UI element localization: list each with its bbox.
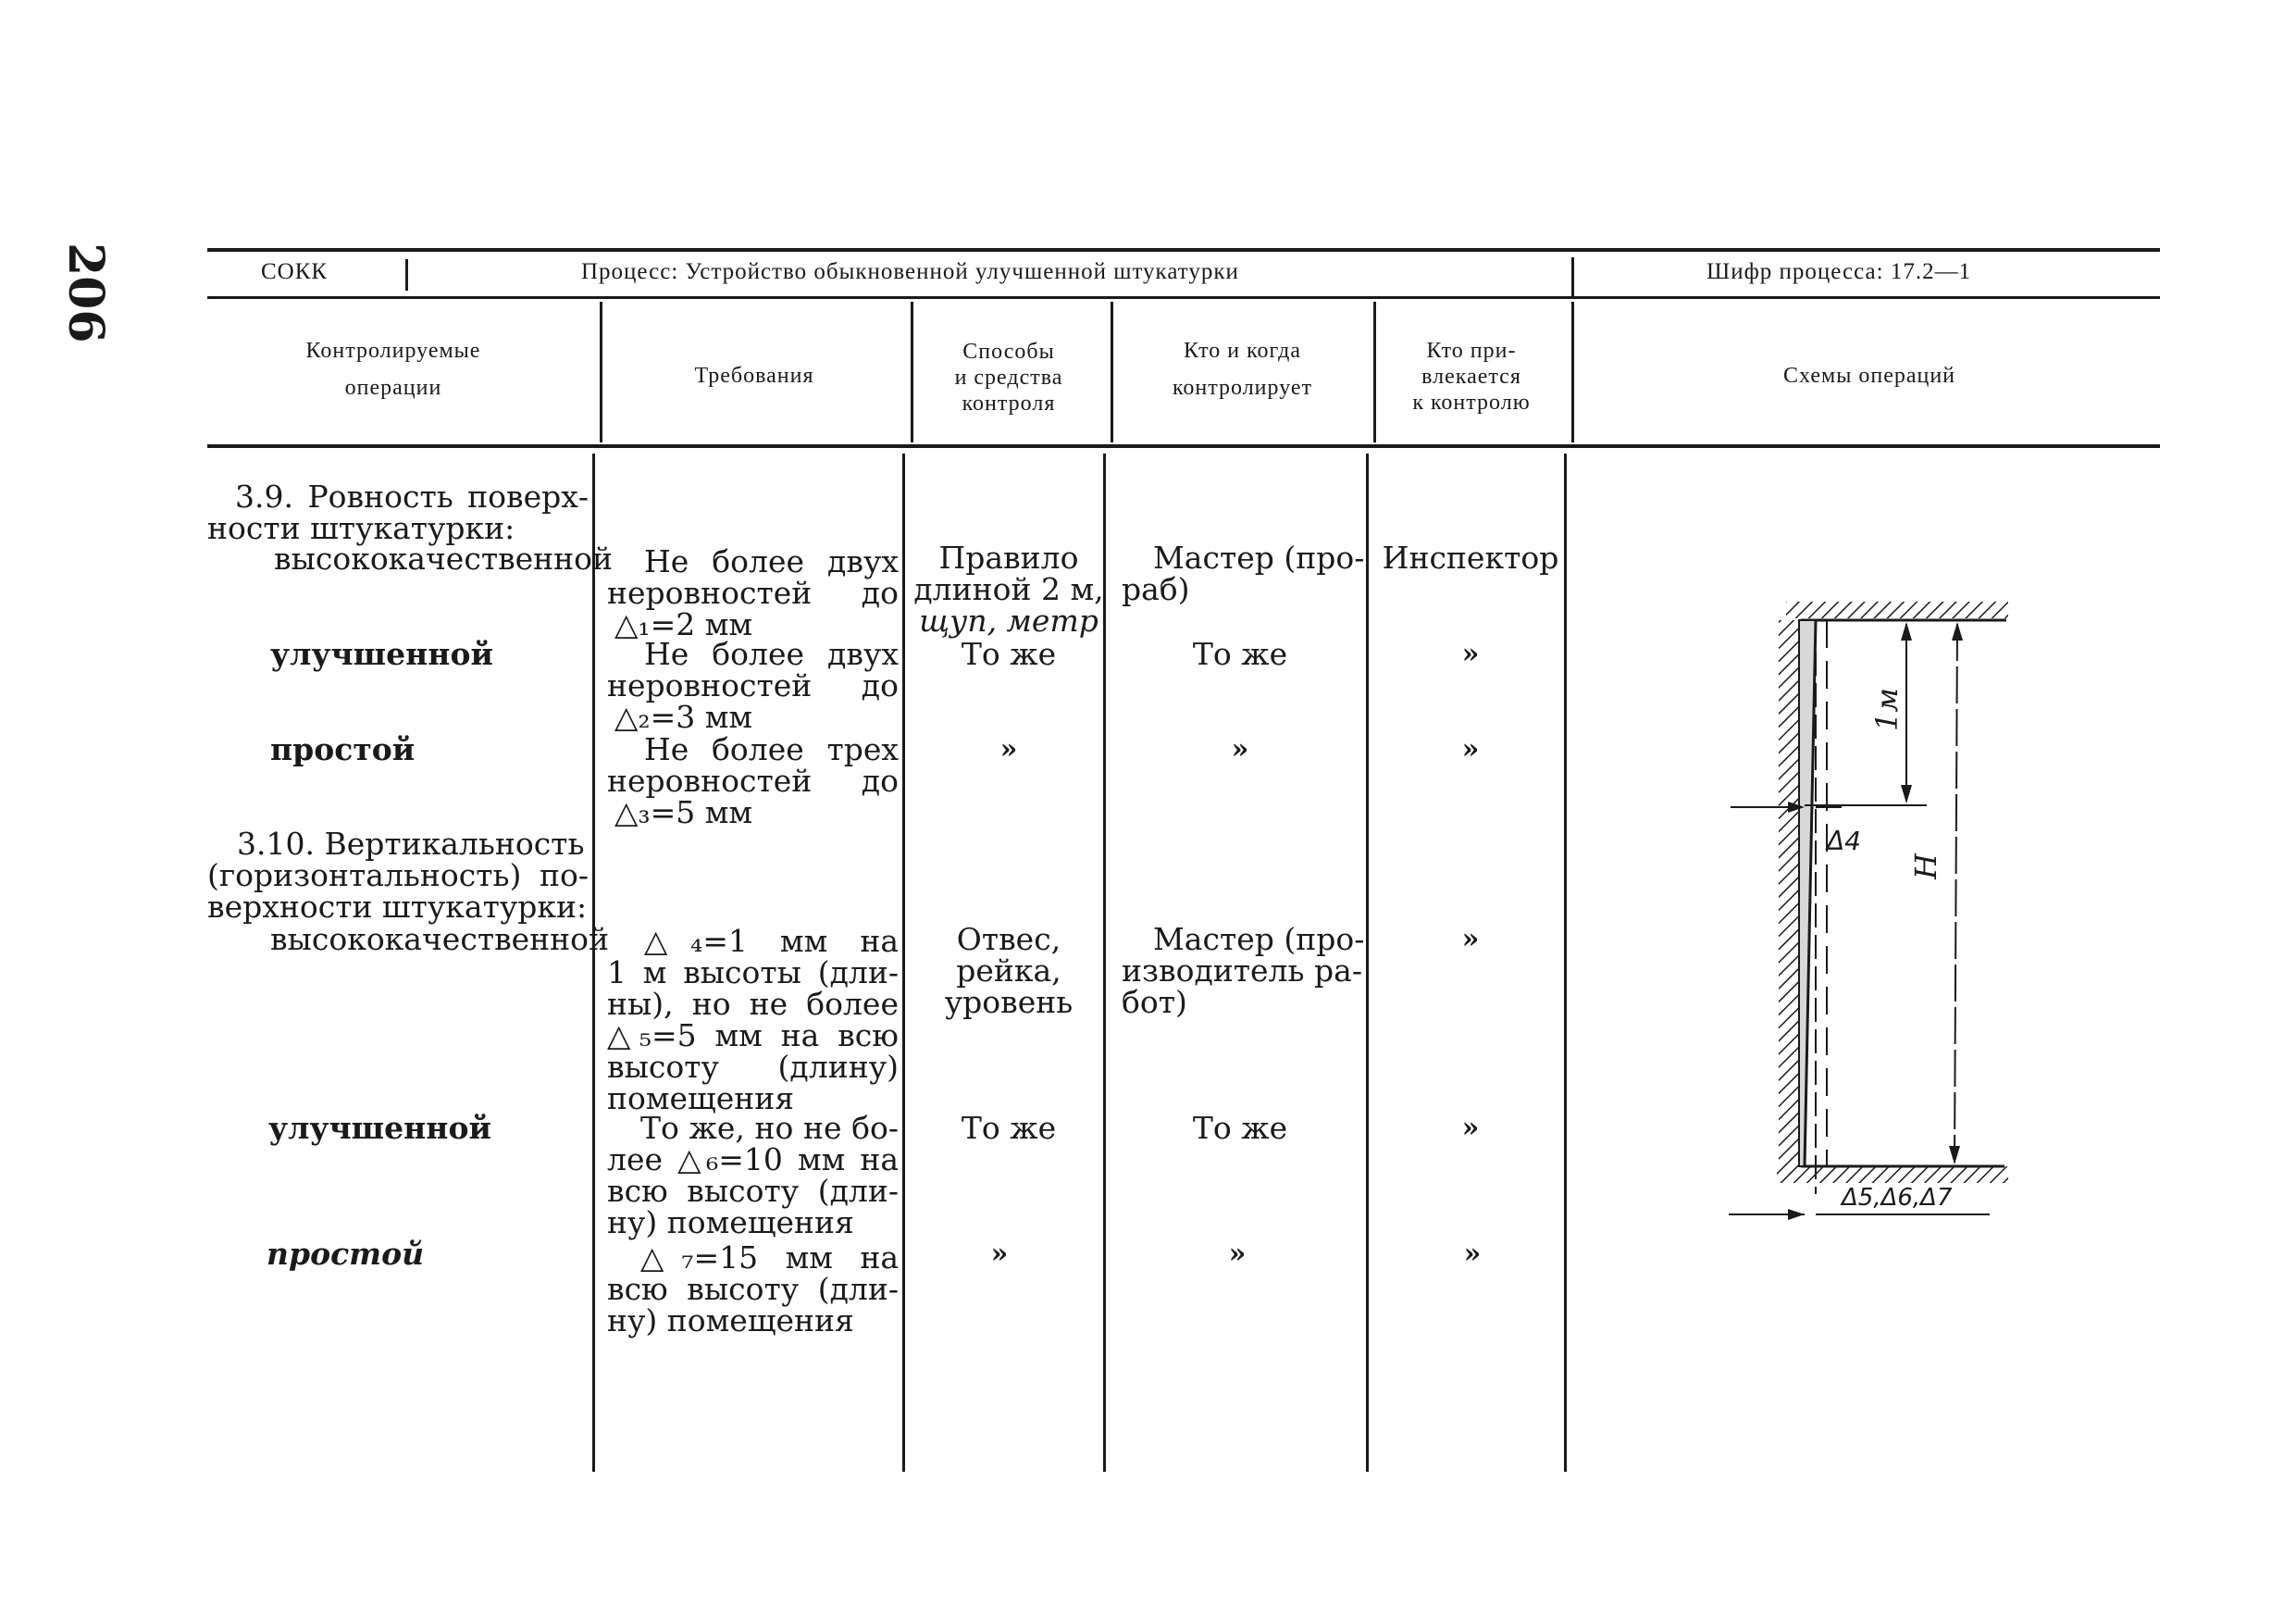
col-involved-line: к контролю bbox=[1412, 391, 1531, 415]
req-line: ну) помещения bbox=[607, 1302, 854, 1338]
col-methods-line: Способы bbox=[962, 340, 1055, 364]
col-methods-line: и средства bbox=[954, 366, 1063, 390]
row-3-10-simple-req bbox=[607, 1239, 899, 1338]
row-3-10-simple-method: » bbox=[990, 1238, 1009, 1270]
method-line: Правило bbox=[938, 540, 1079, 576]
body-divider-1 bbox=[592, 454, 595, 1472]
row-3-9-improved-who: То же bbox=[1192, 636, 1288, 672]
req-line: всю высоту (дли- bbox=[607, 1271, 899, 1307]
process-title: Процесс: Устройство обыкновенной улучшенной штукатурки bbox=[581, 259, 1239, 284]
req-line: неровностей до bbox=[607, 763, 899, 799]
dim-h-arrow-bottom bbox=[1949, 1146, 1960, 1164]
row-3-9-improved-req bbox=[607, 636, 899, 735]
row-title-line: 3.9. Ровность поверх- bbox=[235, 479, 589, 515]
req-line: неровностей до bbox=[607, 575, 899, 611]
dim-1m-label: 1м bbox=[1869, 688, 1905, 731]
row-3-10-high-involved: » bbox=[1461, 923, 1480, 955]
col-who-when-line: контролирует bbox=[1172, 376, 1313, 400]
row-3-10-high-label: высококачественной bbox=[270, 921, 610, 957]
col-who-when bbox=[1115, 338, 1370, 401]
hdr-divider-3 bbox=[1111, 302, 1113, 442]
row-3-10-simple-label: простой bbox=[267, 1236, 425, 1272]
row-title-line: 3.10. Вертикальность bbox=[237, 826, 585, 862]
page-number: 206 bbox=[57, 243, 114, 343]
row-3-10-improved-involved: » bbox=[1461, 1112, 1480, 1144]
sokk-divider bbox=[405, 259, 408, 291]
req-line: лее △₆=10 мм на bbox=[607, 1141, 899, 1177]
dim-1m-arrow-bottom bbox=[1901, 785, 1912, 803]
req-line: ну) помещения bbox=[607, 1204, 854, 1240]
who-line: бот) bbox=[1122, 984, 1187, 1020]
row-3-10-high-who bbox=[1122, 921, 1365, 1020]
dim-h-line bbox=[1955, 624, 1957, 1163]
method-line: уровень bbox=[944, 984, 1074, 1020]
header-rule bbox=[207, 296, 2160, 299]
row-3-10-simple-who: » bbox=[1228, 1238, 1247, 1270]
hdr-divider-5 bbox=[1571, 302, 1574, 442]
row-3-9-high-method bbox=[912, 542, 1106, 637]
method-line: рейка, bbox=[956, 952, 1061, 989]
hdr-divider-4 bbox=[1373, 302, 1376, 442]
req-line: △₂=3 мм bbox=[614, 699, 753, 735]
wall-plumb-diagram bbox=[1712, 583, 2017, 1250]
columns-rule bbox=[207, 444, 2160, 448]
body-divider-5 bbox=[1564, 454, 1567, 1472]
req-line: Не более трех bbox=[644, 731, 899, 767]
row-3-9-simple-method: » bbox=[999, 733, 1018, 765]
row-3-10-title bbox=[207, 828, 589, 923]
req-line: △₁=2 мм bbox=[614, 606, 753, 642]
row-title-line: (горизонтальность) по- bbox=[207, 857, 589, 893]
who-line: изводитель ра- bbox=[1122, 952, 1362, 989]
hdr-divider-1 bbox=[600, 302, 602, 442]
row-3-9-improved-method: То же bbox=[961, 636, 1057, 672]
req-line: всю высоту (дли- bbox=[607, 1173, 899, 1209]
row-3-9-simple-involved: » bbox=[1461, 733, 1480, 765]
method-line: щуп, метр bbox=[919, 603, 1098, 639]
row-3-10-improved-who: То же bbox=[1192, 1110, 1288, 1146]
row-3-10-improved-method: То же bbox=[961, 1110, 1057, 1146]
dim-h-arrow-top bbox=[1952, 622, 1963, 641]
req-line: △₃=5 мм bbox=[614, 794, 753, 830]
row-3-9-title bbox=[207, 481, 589, 544]
wall-hatch bbox=[1779, 620, 1799, 1166]
body-divider-2 bbox=[902, 454, 905, 1472]
who-line: Мастер (про- bbox=[1153, 921, 1365, 957]
top-rule bbox=[207, 248, 2160, 252]
row-3-9-high-involved: Инспектор bbox=[1382, 540, 1559, 576]
req-line: 1 м высоты (дли- bbox=[607, 954, 899, 990]
col-methods-line: контроля bbox=[962, 392, 1056, 416]
req-line: Не более двух bbox=[644, 636, 899, 672]
row-3-9-high-req bbox=[607, 543, 899, 642]
req-line: То же, но не бо- bbox=[640, 1110, 899, 1146]
delta4-label: Δ4 bbox=[1827, 826, 1861, 856]
body-divider-4 bbox=[1366, 454, 1369, 1472]
col-schemes: Схемы операций bbox=[1782, 364, 1956, 388]
row-3-9-simple-who: » bbox=[1231, 733, 1249, 765]
col-methods bbox=[916, 339, 1101, 417]
req-line: высоту (длину) bbox=[607, 1049, 899, 1085]
col-operations-line: операции bbox=[344, 376, 442, 400]
row-3-9-high-who bbox=[1122, 540, 1365, 607]
col-requirements: Требования bbox=[694, 364, 814, 388]
row-3-10-high-req bbox=[607, 923, 899, 1116]
ceiling-hatch bbox=[1786, 602, 2008, 618]
row-3-9-improved-label: улучшенной bbox=[270, 636, 493, 672]
dim-h-label: H bbox=[1908, 853, 1943, 879]
sokk-label: СОКК bbox=[261, 259, 329, 284]
col-involved-line: Кто при- bbox=[1426, 339, 1517, 363]
who-line: Мастер (про- bbox=[1153, 540, 1365, 576]
dim-1m-arrow-top bbox=[1901, 622, 1912, 641]
req-line: ны), но не более bbox=[607, 986, 899, 1022]
row-3-10-improved-label: улучшенной bbox=[268, 1110, 491, 1146]
row-3-9-simple-label: простой bbox=[270, 731, 416, 767]
hdr-divider-2 bbox=[911, 302, 913, 442]
req-line: △₅=5 мм на всю bbox=[607, 1017, 899, 1053]
method-line: Отвес, bbox=[956, 921, 1061, 957]
floor-hatch bbox=[1777, 1166, 2008, 1183]
row-title-line: верхности штукатурки: bbox=[207, 889, 588, 925]
col-involved-line: влекается bbox=[1421, 365, 1521, 389]
req-line: неровностей до bbox=[607, 667, 899, 703]
req-line: △₄=1 мм на bbox=[644, 923, 899, 959]
process-code: Шифр процесса: 17.2—1 bbox=[1706, 259, 1972, 284]
req-line: Не более двух bbox=[644, 543, 899, 579]
req-line: помещения bbox=[607, 1080, 795, 1116]
col-operations bbox=[222, 338, 565, 401]
row-3-9-improved-involved: » bbox=[1461, 638, 1480, 670]
req-line: △₇=15 мм на bbox=[640, 1239, 899, 1276]
delta567-arrow bbox=[1788, 1209, 1805, 1220]
row-3-10-simple-involved: » bbox=[1463, 1238, 1482, 1270]
delta567-label: Δ5,Δ6,Δ7 bbox=[1842, 1184, 1953, 1212]
header-divider bbox=[1571, 257, 1574, 296]
row-3-10-improved-req bbox=[607, 1110, 899, 1240]
col-who-when-line: Кто и когда bbox=[1183, 339, 1302, 363]
col-operations-line: Контролируемые bbox=[305, 339, 481, 363]
row-3-9-high-label: высококачественной bbox=[274, 541, 614, 577]
row-3-9-simple-req bbox=[607, 731, 899, 830]
col-involved bbox=[1379, 338, 1564, 416]
row-3-10-high-method bbox=[912, 921, 1106, 1020]
row-title-line: ности штукатурки: bbox=[207, 510, 515, 546]
who-line: раб) bbox=[1122, 571, 1190, 607]
method-line: длиной 2 м, bbox=[913, 571, 1104, 607]
